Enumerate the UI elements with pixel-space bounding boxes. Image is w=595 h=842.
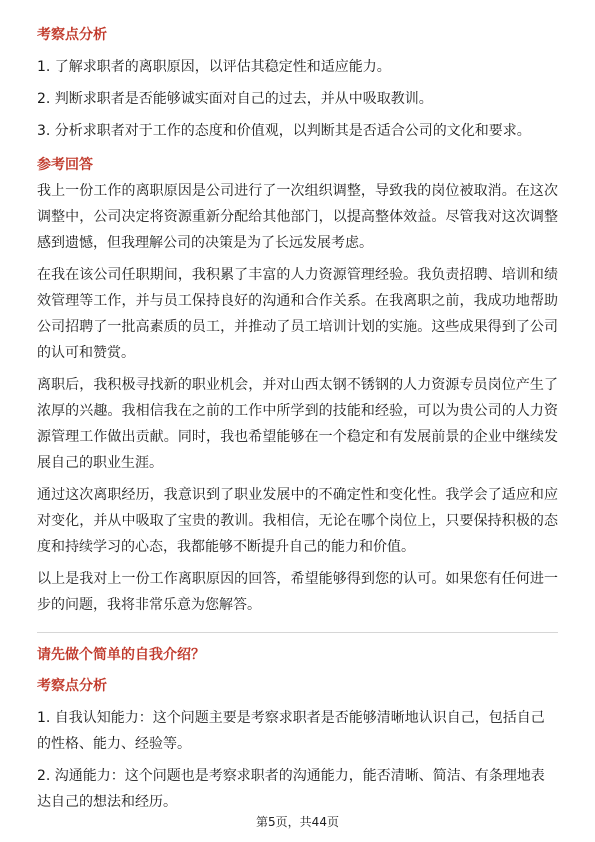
analysis-item-2: 2. 判断求职者是否能够诚实面对自己的过去，并从中吸取教训。 xyxy=(37,91,433,107)
answer-paragraph-3: 离职后，我积极寻找新的职业机会，并对山西太钢不锈钢的人力资源专员岗位产生了浓厚的兴趣。我相信我在之前的工作中所学到的技能和经验，可以为贵公司的人力资源管理工作做出贡献。同时，我也希望能够在一个稳定和有发展前景的企业中继续发展自己的职业生涯。 xyxy=(37,377,558,471)
answer-paragraph-5: 以上是我对上一份工作离职原因的回答，希望能够得到您的认可。如果您有任何进一步的问题，我将非常乐意为您解答。 xyxy=(37,571,558,613)
answer-heading: 参考回答 xyxy=(37,157,93,173)
analysis-item-1: 1. 了解求职者的离职原因，以评估其稳定性和适应能力。 xyxy=(37,59,391,75)
page-content xyxy=(37,22,558,815)
answer-paragraph-2: 在我在该公司任职期间，我积累了丰富的人力资源管理经验。我负责招聘、培训和绩效管理等工作，并与员工保持良好的沟通和合作关系。在我离职之前，我成功地帮助公司招聘了一批高素质的员工，并推动了员工培训计划的实施。这些成果得到了公司的认可和赞赏。 xyxy=(37,267,558,361)
page-footer: 第5页，共44页 xyxy=(256,815,339,829)
section-divider xyxy=(37,632,558,633)
analysis-heading: 考察点分析 xyxy=(37,27,107,43)
analysis-heading-2: 考察点分析 xyxy=(37,678,107,694)
answer-paragraph-4: 通过这次离职经历，我意识到了职业发展中的不确定性和变化性。我学会了适应和应对变化，并从中吸取了宝贵的教训。我相信，无论在哪个岗位上，只要保持积极的态度和持续学习的心态，我都能够不断提升自己的能力和价值。 xyxy=(37,487,558,555)
analysis-item-2-1: 1. 自我认知能力：这个问题主要是考察求职者是否能够清晰地认识自己，包括自己的性格、能力、经验等。 xyxy=(37,710,545,752)
answer-paragraph-1: 我上一份工作的离职原因是公司进行了一次组织调整，导致我的岗位被取消。在这次调整中，公司决定将资源重新分配给其他部门，以提高整体效益。尽管我对这次调整感到遗憾，但我理解公司的决策是为了长远发展考虑。 xyxy=(37,183,558,251)
analysis-item-2-2: 2. 沟通能力：这个问题也是考察求职者的沟通能力，能否清晰、简洁、有条理地表达自己的想法和经历。 xyxy=(37,768,545,810)
analysis-item-3: 3. 分析求职者对于工作的态度和价值观，以判断其是否适合公司的文化和要求。 xyxy=(37,123,531,139)
question-title: 请先做个简单的自我介绍？ xyxy=(37,647,205,663)
